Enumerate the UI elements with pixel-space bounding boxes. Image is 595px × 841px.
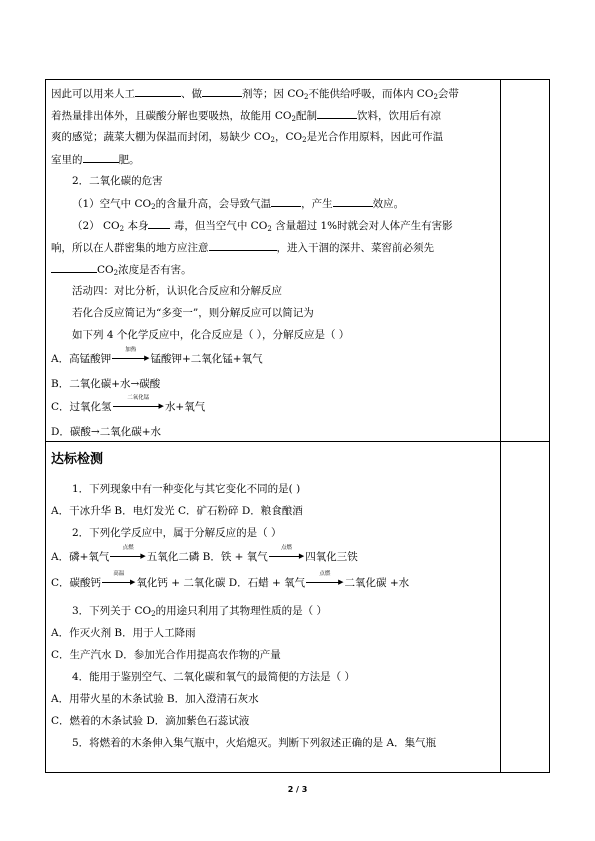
fill-blank[interactable] (51, 262, 97, 273)
row-divider (46, 441, 549, 442)
question-2-options-cd (51, 571, 496, 590)
subscript: 2 (303, 93, 309, 101)
option-c (51, 395, 496, 414)
text: 是光合作用原料，因此可作温 (306, 131, 444, 143)
subscript: 2 (433, 93, 438, 101)
content-line-4 (51, 152, 496, 167)
fill-blank[interactable] (271, 196, 301, 207)
content-line-1 (51, 86, 496, 101)
text: 响，所以在人群密集的地方应注意 (51, 242, 209, 254)
subscript: 2 (291, 115, 296, 123)
fill-blank[interactable] (333, 196, 373, 207)
text: 五氧化二磷 B．铁 + 氧气 (146, 551, 268, 563)
text: ，进入干涸的深井、菜窖前必须先 (276, 242, 434, 254)
text: （1）空气中 CO (72, 198, 152, 210)
reaction-condition: 点燃 (122, 545, 134, 551)
text: 水+氧气 (164, 401, 206, 413)
text: A．高锰酸钾 (51, 353, 112, 365)
fill-blank[interactable] (148, 218, 170, 229)
content-line-2 (51, 108, 496, 123)
question-3 (72, 604, 517, 618)
question-1-options: A．干冰升华 B．电灯发光 C．矿石粉碎 D．粮食酿酒 (51, 505, 303, 517)
text: 不能供给呼吸，而体内 CO (308, 88, 434, 100)
subscript: 2 (302, 136, 307, 144)
text: 含量超过 1%时就会对人体产生有害影 (271, 220, 453, 232)
section-2-title: 2．二氧化碳的危害 (72, 175, 163, 187)
option-d: D．碳酸→二氧化碳+水 (51, 426, 162, 438)
reaction-arrow-icon: 点燃 ▶ (110, 550, 145, 564)
text: 因此可以用来人工 (51, 88, 135, 100)
text: 着热量排出体外，且碳酸分解也要吸热，故能用 CO (51, 110, 292, 122)
activity-4-question: 如下列 4 个化学反应中，化合反应是（ ），分解反应是（ ） (72, 329, 350, 341)
text: 的用途只利用了其物理性质的是（ ） (155, 605, 327, 617)
subscript: 2 (119, 225, 125, 233)
fill-blank[interactable] (135, 86, 181, 97)
text: 肥。 (118, 154, 140, 166)
reaction-arrow-icon: 点燃 ▶ (306, 576, 343, 590)
text: C．过氧化氢 (51, 401, 112, 413)
text: 会带 (437, 88, 459, 100)
text: ，CO (274, 131, 303, 143)
text: （2） CO (72, 220, 120, 232)
fill-blank[interactable] (83, 152, 119, 163)
text: 室里的 (51, 154, 83, 166)
reaction-arrow-icon: 点燃 ▶ (269, 550, 304, 564)
text: 氧化钙 + 二氧化碳 D．石蜡 + 氧气 (136, 577, 306, 589)
text: 毒，但当空气中 CO (170, 220, 268, 232)
fill-blank[interactable] (202, 86, 242, 97)
hazard-line-4 (51, 262, 496, 277)
reaction-condition: 加热 (125, 347, 137, 353)
question-4: 4．能用于鉴别空气、二氧化碳和氧气的最简便的方法是（ ） (72, 671, 356, 683)
text: 浓度是否有害。 (118, 264, 192, 276)
reaction-arrow-icon: 高温 ▶ (102, 576, 135, 590)
subscript: 2 (113, 269, 119, 277)
subscript: 2 (267, 225, 272, 233)
text: 效应。 (372, 198, 405, 210)
hazard-line-2 (72, 218, 517, 233)
activity-4-intro: 若化合反应简记为“多变一”，则分解反应可以简记为 (72, 307, 314, 319)
reaction-condition: 点燃 (319, 571, 331, 577)
text: 3．下列关于 CO (72, 605, 152, 617)
reaction-condition: 点燃 (281, 545, 293, 551)
worksheet-table (45, 79, 550, 773)
reaction-condition: 二氧化锰 (127, 395, 150, 401)
subscript: 2 (151, 203, 156, 211)
fill-blank[interactable] (317, 108, 357, 119)
text: 剂等；因 CO (242, 88, 304, 100)
reaction-condition: 高温 (113, 571, 125, 577)
question-4-options-1: A．用带火星的木条试验 B．加入澄清石灰水 (51, 693, 259, 705)
reaction-arrow-icon: 加热 ▶ (112, 352, 149, 366)
question-2: 2．下列化学反应中，属于分解反应的是（ ） (72, 527, 282, 539)
content-line-3 (51, 130, 496, 144)
text: 锰酸钾+二氧化锰+氧气 (150, 353, 263, 365)
question-3-options-1: A．作灭火剂 B．用于人工降雨 (51, 627, 196, 639)
question-3-options-2: C．生产汽水 D．参加光合作用提高农作物的产量 (51, 649, 281, 661)
option-b: B．二氧化碳+水→碳酸 (51, 378, 161, 390)
text: 二氧化碳 +水 (344, 577, 410, 589)
text: A．磷+氧气 (51, 551, 110, 563)
text: 四氧化三铁 (305, 551, 358, 563)
question-2-options-ab (51, 545, 496, 564)
reaction-arrow-icon: 二氧化锰 ▶ (113, 400, 164, 414)
option-a (51, 347, 496, 366)
question-1: 1．下列现象中有一种变化与其它变化不同的是( ) (72, 483, 301, 495)
question-4-options-2: C．燃着的木条试验 D．滴加紫色石蕊试液 (51, 715, 250, 727)
text: 的含量升高，会导致气温 (155, 198, 272, 210)
fill-blank[interactable] (209, 240, 277, 251)
text: 配制 (295, 110, 317, 122)
hazard-line-1 (72, 196, 517, 211)
activity-4-title: 活动四：对比分析，认识化合反应和分解反应 (72, 285, 282, 297)
subscript: 2 (151, 610, 156, 618)
text: 、做 (181, 88, 202, 100)
text: ，产生 (301, 198, 333, 210)
text: C．碳酸钙 (51, 577, 102, 589)
hazard-line-3 (51, 240, 496, 255)
text: 饮料，饮用后有凉 (356, 110, 441, 122)
text: 爽的感觉；蔬菜大棚为保温而封闭，易缺少 CO (51, 131, 271, 143)
section-title-check: 达标检测 (51, 452, 104, 467)
subscript: 2 (270, 136, 275, 144)
text: CO (97, 264, 114, 276)
question-5: 5．将燃着的木条伸入集气瓶中，火焰熄灭。判断下列叙述正确的是 A．集气瓶 (72, 737, 437, 749)
page-number: 2 / 3 (287, 785, 308, 794)
text: 本身 (124, 220, 149, 232)
